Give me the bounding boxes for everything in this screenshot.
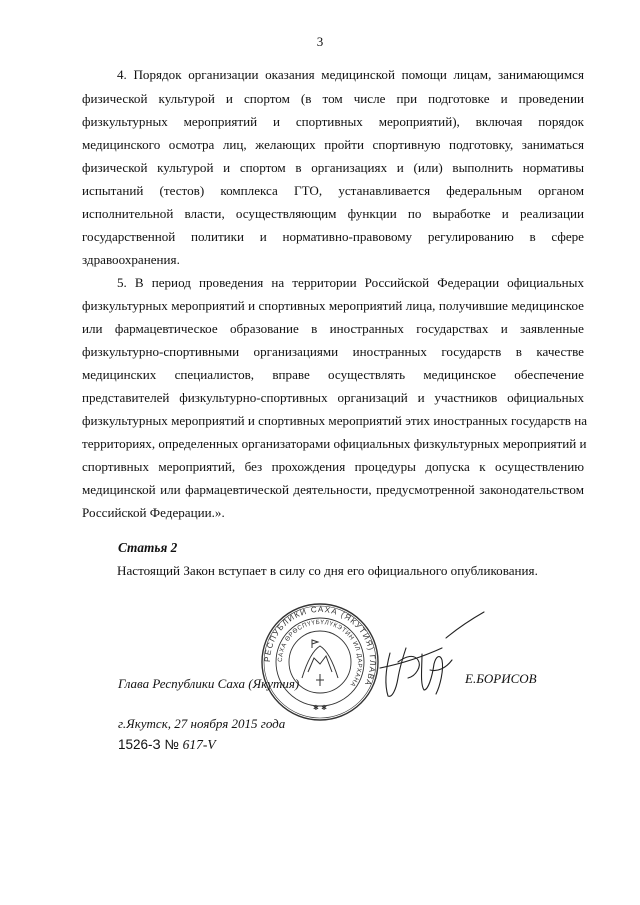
text-line: Российской Федерации.».: [82, 505, 225, 520]
text-line: физической культурой и спортом в организациях и (или) выполнить нормативы: [82, 160, 584, 175]
text-line: физической культурой и спортом (в том числе при подготовке и проведении: [82, 91, 584, 106]
article-2-text: Настоящий Закон вступает в силу со дня его официального опубликования.: [117, 563, 538, 578]
signatory-name: Е.БОРИСОВ: [465, 671, 537, 686]
text-line: медицинских специалистов, вправе осуществлять медицинское обеспечение: [82, 367, 584, 382]
law-number-suffix: 617-V: [182, 737, 216, 752]
svg-text:САХА ӨРӨСПҮҮБҮЛҮКЭТИН ИЛ ДАРХА: САХА ӨРӨСПҮҮБҮЛҮКЭТИН ИЛ ДАРХАНА: [276, 618, 364, 689]
text-line: физкультурных мероприятий и спортивных мероприятий), включая порядок: [82, 114, 584, 129]
text-line: государственной политики и нормативно-правовому регулированию в сфере: [82, 229, 584, 244]
page-number: 3: [316, 34, 324, 49]
text-line: 4. Порядок организации оказания медицинской помощи лицам, занимающимся: [117, 67, 584, 82]
text-line: физкультурно-спортивными организациями иностранных государств в качестве: [82, 344, 584, 359]
text-line: физкультурных мероприятий и спортивных мероприятий этих иностранных государств на: [82, 413, 588, 428]
text-line: или фармацевтическое образование в иностранных государствах и заявленные: [82, 321, 584, 336]
svg-text:РЕСПУБЛИКИ САХА (ЯКУТИЯ) ГЛАВА: РЕСПУБЛИКИ САХА (ЯКУТИЯ) ГЛАВА: [262, 604, 378, 688]
text-line: спортивных мероприятий, без прохождения процедуры допуска к осуществлению: [82, 459, 584, 474]
handwritten-signature: [360, 598, 490, 708]
text-line: 5. В период проведения на территории Российской Федерации официальных: [117, 275, 584, 290]
svg-text:✱ ✱: ✱ ✱: [313, 704, 327, 712]
text-line: медицинской или фармацевтической деятельности, предусмотренной законодательством: [82, 482, 584, 497]
law-number: [118, 737, 216, 753]
law-number-prefix: 1526-З №: [118, 737, 183, 752]
text-line: медицинского осмотра лиц, желающих пройти спортивную подготовку, заниматься: [82, 137, 584, 152]
text-line: физкультурных мероприятий и спортивных мероприятий лица, получившие медицинское: [82, 298, 584, 313]
text-line: испытаний (тестов) комплекса ГТО, устанавливается федеральным органом: [82, 183, 584, 198]
text-line: территориях, определенных организаторами официальных физкультурных мероприятий и: [82, 436, 587, 451]
text-line: исполнительной власти, осуществляющим функции по выработке и реализации: [82, 206, 584, 221]
place-date: г.Якутск, 27 ноября 2015 года: [118, 716, 286, 731]
text-line: представителей физкультурно-спортивных организаций и участников официальных: [82, 390, 584, 405]
signatory-position: Глава Республики Саха (Якутия): [118, 676, 300, 691]
text-line: здравоохранения.: [82, 252, 180, 267]
article-2-heading: Статья 2: [118, 540, 178, 555]
